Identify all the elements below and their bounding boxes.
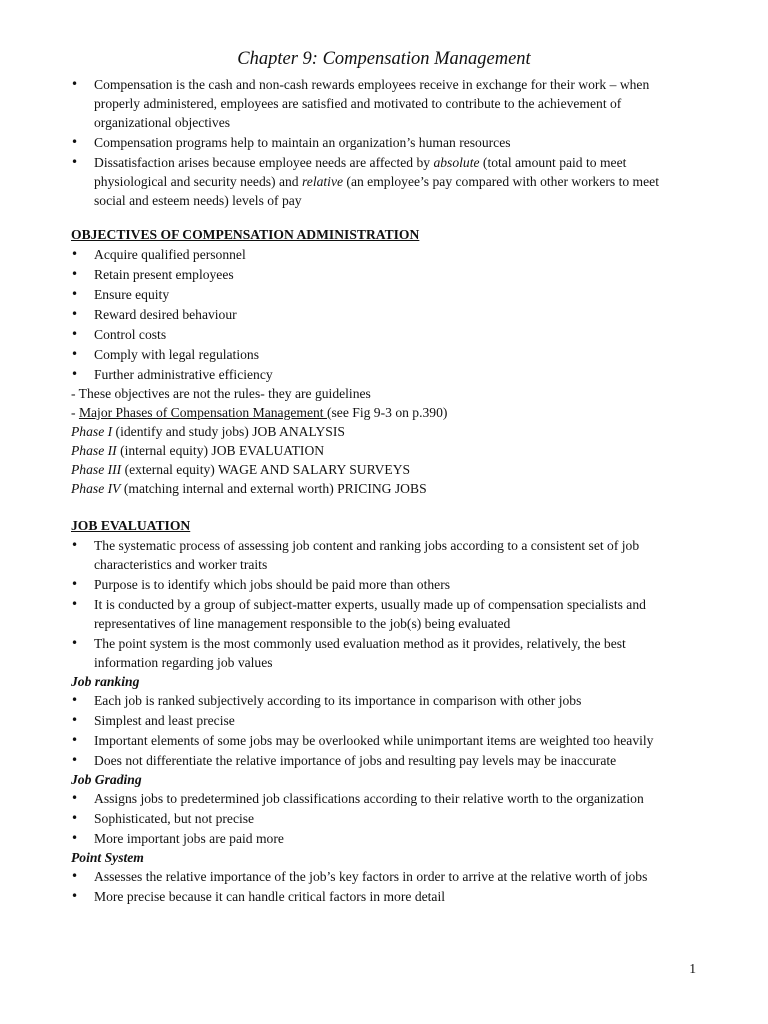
list-item: • Important elements of some jobs may be overlooked while unimportant items are weighted too heavily	[71, 731, 693, 750]
objectives-list	[71, 245, 693, 384]
list-item: • Purpose is to identify which jobs should be paid more than others	[71, 575, 693, 594]
phase-line	[71, 422, 693, 441]
list-item: • Does not differentiate the relative importance of jobs and resulting pay levels may be inaccurate	[71, 751, 693, 770]
page-number: 1	[689, 961, 696, 976]
list-item: • Acquire qualified personnel	[71, 245, 693, 264]
phase-name: Phase II	[71, 443, 117, 458]
phase-line	[71, 441, 693, 460]
text-span: Dissatisfaction arises because employee needs are affected by	[94, 155, 434, 170]
job-grading-list	[71, 789, 693, 848]
list-item: • Assigns jobs to predetermined job classifications according to their relative worth to the organization	[71, 789, 693, 808]
phase-description: (external equity) WAGE AND SALARY SURVEYS	[121, 462, 411, 477]
document-body	[71, 75, 693, 906]
text-span: (an employee’s pay compared with other workers to meet social and esteem needs) levels of pay	[94, 174, 659, 208]
list-item: • Each job is ranked subjectively according to its importance in comparison with other jobs	[71, 691, 693, 710]
list-item: • Simplest and least precise	[71, 711, 693, 730]
list-item: • Ensure equity	[71, 285, 693, 304]
list-item: • Comply with legal regulations	[71, 345, 693, 364]
phase-description: (matching internal and external worth) PRICING JOBS	[120, 481, 427, 496]
list-item: • Reward desired behaviour	[71, 305, 693, 324]
list-item: • More important jobs are paid more	[71, 829, 693, 848]
phase-line	[71, 460, 693, 479]
phase-name: Phase I	[71, 424, 113, 439]
list-item: • The systematic process of assessing job content and ranking jobs according to a consistent set of job characteristics and worker traits	[71, 536, 693, 574]
text-span: -	[71, 405, 79, 420]
job-evaluation-list	[71, 536, 693, 672]
emphasis-absolute: absolute	[433, 155, 480, 170]
section-heading-job-evaluation: JOB EVALUATION	[71, 518, 191, 533]
phases-line	[71, 403, 693, 422]
objectives-note: - These objectives are not the rules- they are guidelines	[71, 386, 371, 401]
list-item: • The point system is the most commonly used evaluation method as it provides, relatively, the best information regarding job values	[71, 634, 693, 672]
point-system-list	[71, 867, 693, 906]
section-heading-objectives: OBJECTIVES OF COMPENSATION ADMINISTRATION	[71, 227, 420, 242]
figure-reference: (see Fig 9-3 on p.390)	[326, 405, 448, 420]
phase-description: (internal equity) JOB EVALUATION	[116, 443, 325, 458]
subheading-job-grading: Job Grading	[71, 772, 142, 787]
list-item	[71, 153, 693, 210]
emphasis-relative: relative	[302, 174, 344, 189]
text-span: (total amount paid to meet physiological and security needs) and	[94, 155, 627, 189]
subheading-job-ranking: Job ranking	[71, 674, 140, 689]
document-title: Chapter 9: Compensation Management	[237, 49, 531, 69]
intro-list	[71, 75, 693, 210]
list-item: • Retain present employees	[71, 265, 693, 284]
list-item: • Compensation is the cash and non-cash rewards employees receive in exchange for their work – when properly administered, employees are satisfied and motivated to contribute to the achievement of organizational objectives	[71, 75, 693, 132]
phase-description: (identify and study jobs) JOB ANALYSIS	[112, 424, 345, 439]
list-item: • Further administrative efficiency	[71, 365, 693, 384]
list-item: • It is conducted by a group of subject-matter experts, usually made up of compensation specialists and representatives of line management responsible to the job(s) being evaluated	[71, 595, 693, 633]
list-item: • More precise because it can handle critical factors in more detail	[71, 887, 693, 906]
phase-name: Phase IV	[71, 481, 121, 496]
phase-name: Phase III	[71, 462, 122, 477]
list-item: • Sophisticated, but not precise	[71, 809, 693, 828]
phases-title: Major Phases of Compensation Management	[78, 405, 327, 420]
subheading-point-system: Point System	[71, 850, 144, 865]
job-ranking-list	[71, 691, 693, 770]
list-item: • Compensation programs help to maintain an organization’s human resources	[71, 133, 693, 152]
list-item: • Assesses the relative importance of the job’s key factors in order to arrive at the relative worth of jobs	[71, 867, 693, 886]
list-item: • Control costs	[71, 325, 693, 344]
phase-line	[71, 479, 693, 498]
